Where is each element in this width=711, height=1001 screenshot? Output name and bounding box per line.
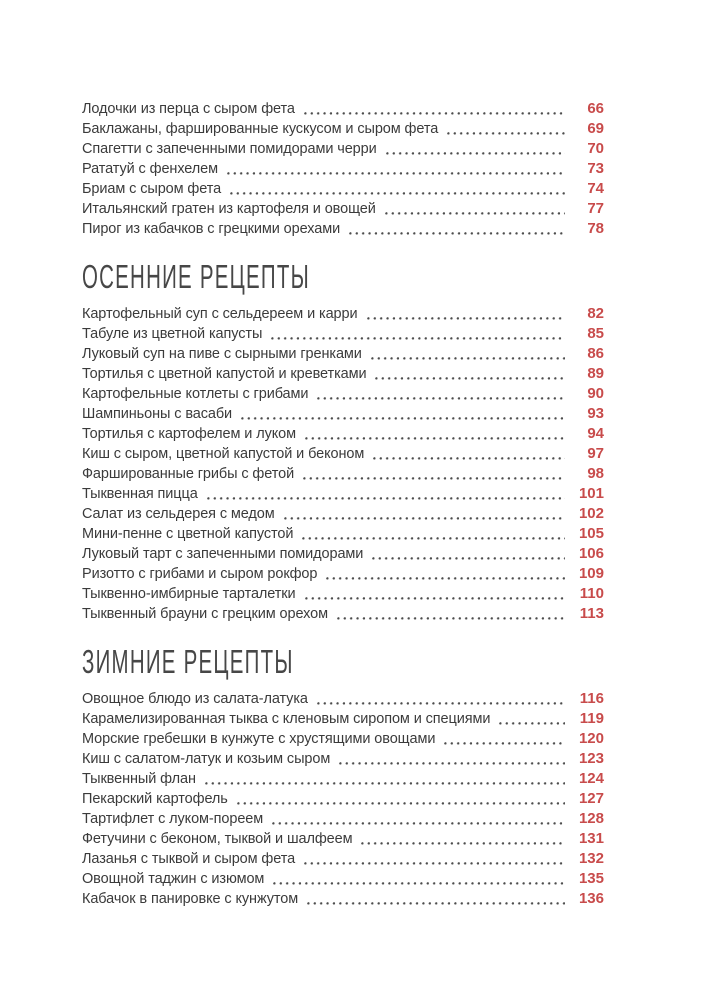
dot-leader [304,862,565,865]
recipe-title: Рататуй с фенхелем [82,161,218,177]
recipe-title: Лодочки из перца с сыром фета [82,101,295,117]
page-number: 97 [587,445,604,462]
recipe-title: Бриам с сыром фета [82,181,222,197]
recipe-title: Баклажаны, фаршированные кускусом и сыром фета [82,121,439,137]
dot-leader [317,702,565,705]
dot-leader [230,192,565,195]
page-number: 120 [578,730,604,747]
dot-leader [304,112,565,115]
toc-entry [82,584,604,604]
toc-entry [82,749,604,769]
toc-entry [82,119,604,139]
recipe-title: Тортилья с цветной капустой и креветками [82,366,367,382]
toc-entry [82,869,604,889]
toc-entry [82,219,604,239]
table-of-contents [82,99,604,909]
dot-leader [372,557,565,560]
toc-entry [82,524,604,544]
dot-leader [271,337,565,340]
dot-leader [241,417,565,420]
dot-leader [337,617,565,620]
toc-entry [82,809,604,829]
toc-entry [82,364,604,384]
page-number: 106 [578,545,604,562]
page-number: 98 [587,465,604,482]
dot-leader [302,537,565,540]
dot-leader [386,152,565,155]
dot-leader [273,882,565,885]
toc-entry [82,709,604,729]
toc-section [82,644,604,909]
recipe-title: Фаршированные грибы с фетой [82,466,295,482]
dot-leader [284,517,565,520]
dot-leader [317,397,565,400]
page-number: 131 [578,830,604,847]
recipe-title: Киш с сыром, цветной капустой и беконом [82,446,365,462]
dot-leader [373,457,565,460]
recipe-title: Шампиньоны с васаби [82,406,233,422]
recipe-title: Спагетти с запеченными помидорами черри [82,141,377,157]
recipe-title: Тартифлет с луком-пореем [82,811,264,827]
toc-entry [82,424,604,444]
dot-leader [447,132,565,135]
toc-entry [82,444,604,464]
page-number: 69 [587,120,604,137]
recipe-title: Лазанья с тыквой и сыром фета [82,851,296,867]
toc-entry [82,324,604,344]
dot-leader [499,722,565,725]
dot-leader [237,802,565,805]
page-number: 77 [587,200,604,217]
recipe-title: Тыквенно-имбирные тарталетки [82,586,296,602]
page-number: 66 [587,100,604,117]
recipe-title: Фетучини с беконом, тыквой и шалфеем [82,831,353,847]
page-number: 109 [578,565,604,582]
page-number: 127 [578,790,604,807]
recipe-title: Киш с салатом-латук и козьим сыром [82,751,331,767]
page-number: 105 [578,525,604,542]
toc-entry [82,504,604,524]
recipe-title: Ризотто с грибами и сыром рокфор [82,566,318,582]
toc-entry [82,384,604,404]
page-number: 124 [578,770,604,787]
recipe-title: Овощное блюдо из салата-латука [82,691,308,707]
toc-entry [82,139,604,159]
page-number: 116 [579,690,604,707]
toc-entry [82,404,604,424]
dot-leader [349,232,565,235]
recipe-title: Пекарский картофель [82,791,228,807]
recipe-title: Тыквенный брауни с грецким орехом [82,606,328,622]
dot-leader [339,762,565,765]
recipe-title: Морские гребешки в кунжуте с хрустящими овощами [82,731,436,747]
toc-entry [82,304,604,324]
dot-leader [375,377,565,380]
recipe-title: Салат из сельдерея с медом [82,506,275,522]
recipe-title: Луковый суп на пиве с сырными гренками [82,346,362,362]
toc-section [82,99,604,239]
page-number: 135 [578,870,604,887]
recipe-title: Пирог из кабачков с грецкими орехами [82,221,341,237]
toc-entry [82,199,604,219]
page-number: 90 [587,385,604,402]
dot-leader [303,477,565,480]
recipe-title: Картофельные котлеты с грибами [82,386,309,402]
dot-leader [385,212,565,215]
dot-leader [305,597,565,600]
section-heading: ОСЕННИЕ РЕЦЕПТЫ [82,258,310,295]
recipe-title: Тортилья с картофелем и луком [82,426,296,442]
page-number: 85 [587,325,604,342]
dot-leader [361,842,565,845]
toc-entry [82,889,604,909]
page-number: 73 [587,160,604,177]
recipe-title: Кабачок в панировке с кунжутом [82,891,299,907]
recipe-title: Луковый тарт с запеченными помидорами [82,546,364,562]
toc-entry [82,769,604,789]
page-number: 94 [587,425,604,442]
toc-section [82,259,604,624]
page-number: 113 [579,605,604,622]
page-number: 89 [587,365,604,382]
dot-leader [371,357,565,360]
recipe-title: Карамелизированная тыква с кленовым сиропом и специями [82,711,491,727]
page-number: 82 [587,305,604,322]
toc-entry [82,344,604,364]
toc-entry [82,484,604,504]
dot-leader [205,782,565,785]
recipe-title: Тыквенная пицца [82,486,198,502]
dot-leader [305,437,565,440]
toc-entry [82,99,604,119]
toc-entry [82,159,604,179]
section-heading: ЗИМНИЕ РЕЦЕПТЫ [82,643,294,680]
page-number: 132 [578,850,604,867]
dot-leader [227,172,565,175]
toc-entry [82,789,604,809]
dot-leader [307,902,565,905]
page-number: 101 [578,485,604,502]
recipe-title: Табуле из цветной капусты [82,326,263,342]
recipe-title: Итальянский гратен из картофеля и овощей [82,201,376,217]
toc-entry [82,849,604,869]
toc-entry [82,179,604,199]
dot-leader [367,317,566,320]
recipe-title: Мини-пенне с цветной капустой [82,526,294,542]
toc-entry [82,544,604,564]
dot-leader [326,577,565,580]
recipe-title: Тыквенный флан [82,771,196,787]
dot-leader [444,742,565,745]
dot-leader [272,822,565,825]
toc-entry [82,464,604,484]
page-number: 136 [578,890,604,907]
page-number: 86 [587,345,604,362]
page-number: 119 [579,710,604,727]
page-number: 78 [587,220,604,237]
page-number: 70 [587,140,604,157]
page-number: 102 [578,505,604,522]
page-number: 123 [578,750,604,767]
page-number: 93 [587,405,604,422]
toc-entry [82,689,604,709]
toc-entry [82,729,604,749]
page-number: 128 [578,810,604,827]
recipe-title: Картофельный суп с сельдереем и карри [82,306,358,322]
toc-entry [82,564,604,584]
page-number: 110 [579,585,604,602]
recipe-title: Овощной таджин с изюмом [82,871,265,887]
toc-entry [82,829,604,849]
toc-entry [82,604,604,624]
page-number: 74 [587,180,604,197]
dot-leader [207,497,565,500]
